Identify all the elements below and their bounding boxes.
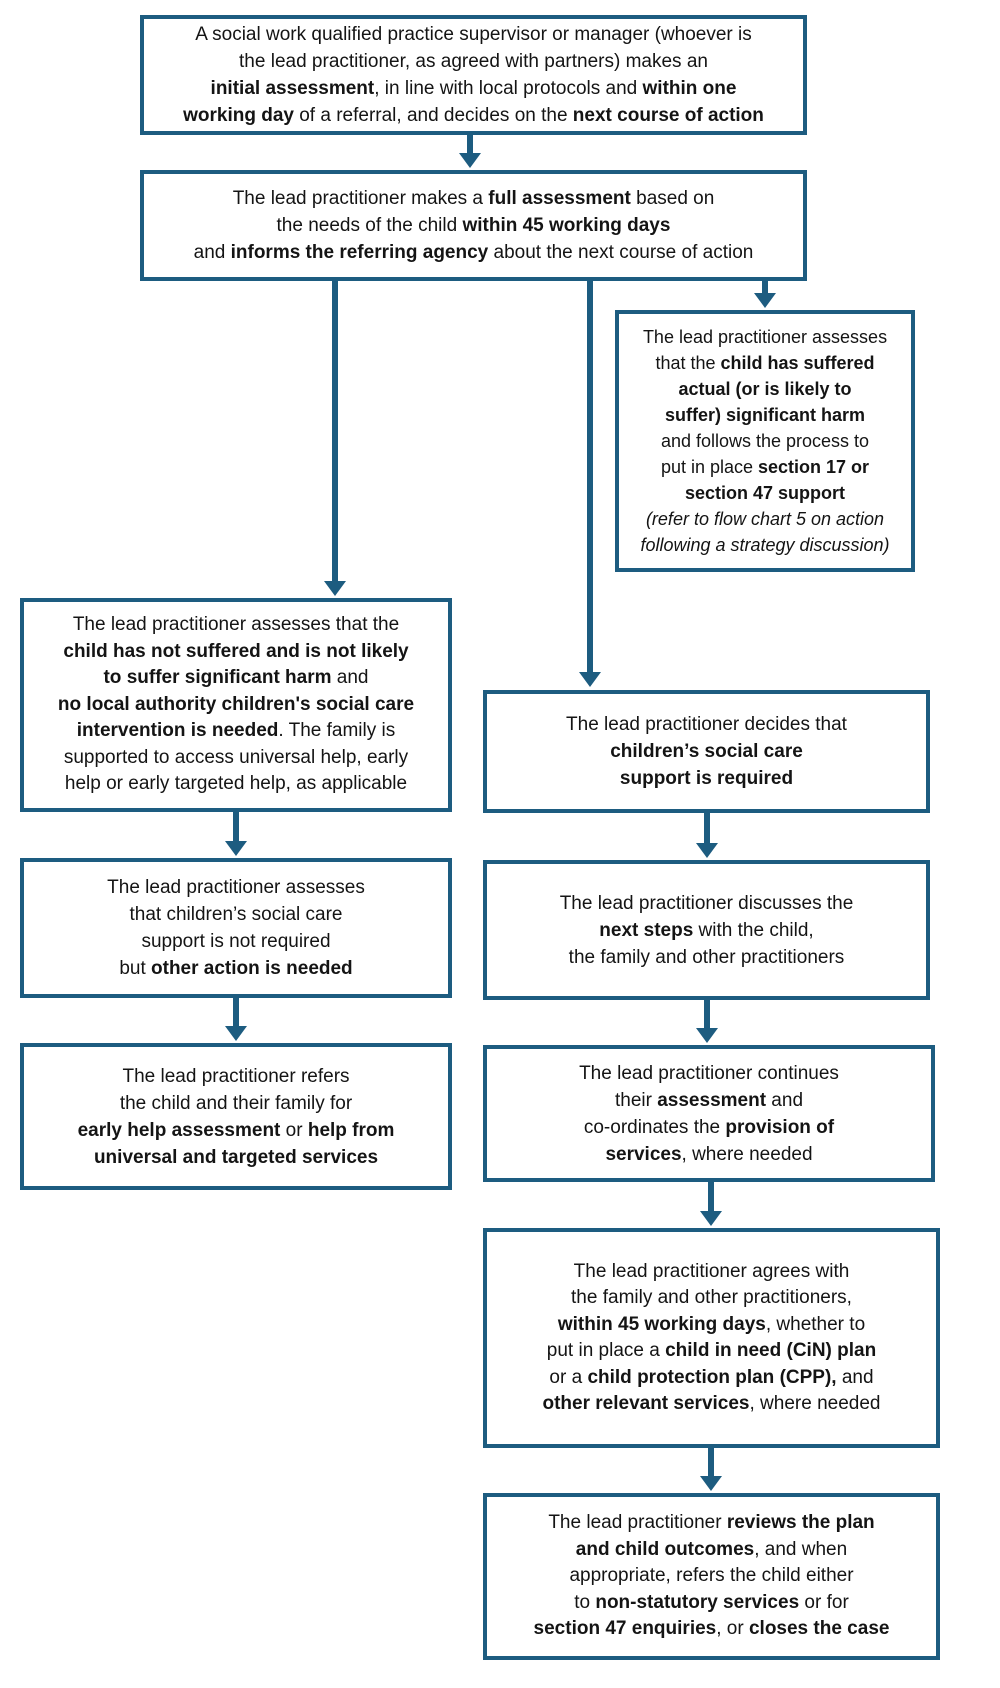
box-text-line: the family and other practitioners, [571,1287,852,1308]
box-text-line: The lead practitioner reviews the plan [548,1512,875,1534]
box-text-line: universal and targeted services [93,1146,379,1168]
box-text-line: The lead practitioner assesses [642,327,888,347]
box-text-line: next steps with the child, [599,919,814,941]
arrow-down-icon [700,1476,722,1491]
box-significant-harm [615,310,915,572]
box-text-line: or a child protection plan (CPP), and [549,1366,874,1388]
arrow-down-icon [696,843,718,858]
box-no-significant-harm [20,598,452,812]
box-text-line: intervention is needed. The family is [76,720,396,742]
box-text-line: working day of a referral, and decides on the next course of action [183,105,764,126]
box-reviews-plan [483,1493,940,1660]
box-text-line: section 47 enquiries, or closes the case [533,1618,890,1640]
connector-line [467,135,473,155]
box-text-line: The lead practitioner discusses the [559,892,854,914]
box-text-line: services, where needed [605,1143,813,1165]
box-text-line: children’s social care [610,741,803,762]
connector-line [587,281,593,674]
box-text-line: and follows the process to [660,431,870,451]
box-text-line: The lead practitioner assesses [107,877,365,898]
box-text-line: initial assessment, in line with local protocols and within one [210,78,737,99]
box-continues-assessment [483,1045,935,1182]
box-text-line: child has not suffered and is not likely [63,640,409,662]
box-text-line: to non-statutory services or for [574,1591,849,1613]
arrow-down-icon [696,1028,718,1043]
box-text-line: that children’s social care [129,904,343,925]
box-text-line: The lead practitioner refers [122,1065,350,1087]
box-text-line: section 47 support [684,483,846,503]
box-text-line: suffer) significant harm [664,405,866,425]
arrow-down-icon [225,841,247,856]
box-text-line: their assessment and [614,1089,804,1111]
box-text-line: The lead practitioner agrees with [573,1260,850,1282]
box-text-line: within 45 working days, whether to [557,1313,866,1335]
box-full-assessment [140,170,807,281]
box-text-line: the needs of the child within 45 working days [276,215,671,236]
connector-line [233,812,239,843]
box-agrees-plan [483,1228,940,1448]
box-text-line: put in place a child in need (CiN) plan [546,1340,877,1361]
box-text-line: the lead practitioner, as agreed with partners) makes an [239,51,708,72]
arrow-down-icon [225,1026,247,1041]
box-text-line: put in place section 17 or [660,457,870,477]
connector-line [704,1000,710,1030]
box-text-line: A social work qualified practice supervisor or manager (whoever is [195,24,752,45]
box-text-line: supported to access universal help, early [63,746,409,768]
box-text-line: following a strategy discussion) [640,535,890,555]
arrow-down-icon [459,153,481,168]
connector-line [708,1448,714,1478]
box-text-line: appropriate, refers the child either [569,1565,854,1587]
box-text-line: (refer to flow chart 5 on action [645,509,885,529]
connector-line [708,1182,714,1213]
box-text-line: help or early targeted help, as applicable [64,773,408,795]
box-text-line: the child and their family for [119,1092,353,1114]
box-early-help-referral [20,1043,452,1190]
box-social-care-required [483,690,930,813]
arrow-down-icon [579,672,601,687]
box-text-line: that the child has suffered [655,353,875,373]
box-text-line: The lead practitioner assesses that the [72,614,400,636]
box-text-line: to suffer significant harm and [103,667,369,689]
box-discusses-next-steps [483,860,930,1000]
box-text-line: support is not required [141,931,331,952]
connector-line [332,281,338,582]
box-text-line: no local authority children's social care [57,693,415,715]
box-text-line: actual (or is likely to [678,379,852,399]
arrow-down-icon [754,293,776,308]
box-text-line: other relevant services, where needed [542,1393,881,1414]
box-text-line: The lead practitioner makes a full assessment based on [232,188,715,209]
box-text-line: and informs the referring agency about the next course of action [193,242,754,263]
box-text-line: The lead practitioner continues [579,1062,839,1084]
box-text-line: The lead practitioner decides that [566,714,847,735]
box-initial-assessment [140,15,807,135]
box-text-line: support is required [619,768,794,789]
box-text-line: but other action is needed [119,958,353,979]
box-text-line: co-ordinates the provision of [583,1116,835,1138]
box-text-line: the family and other practitioners [568,946,845,968]
box-text-line: and child outcomes, and when [575,1538,848,1560]
arrow-down-icon [324,581,346,596]
arrow-down-icon [700,1211,722,1226]
connector-line [233,998,239,1028]
box-text-line: early help assessment or help from [77,1119,395,1141]
connector-line [704,813,710,845]
box-other-action-needed [20,858,452,998]
